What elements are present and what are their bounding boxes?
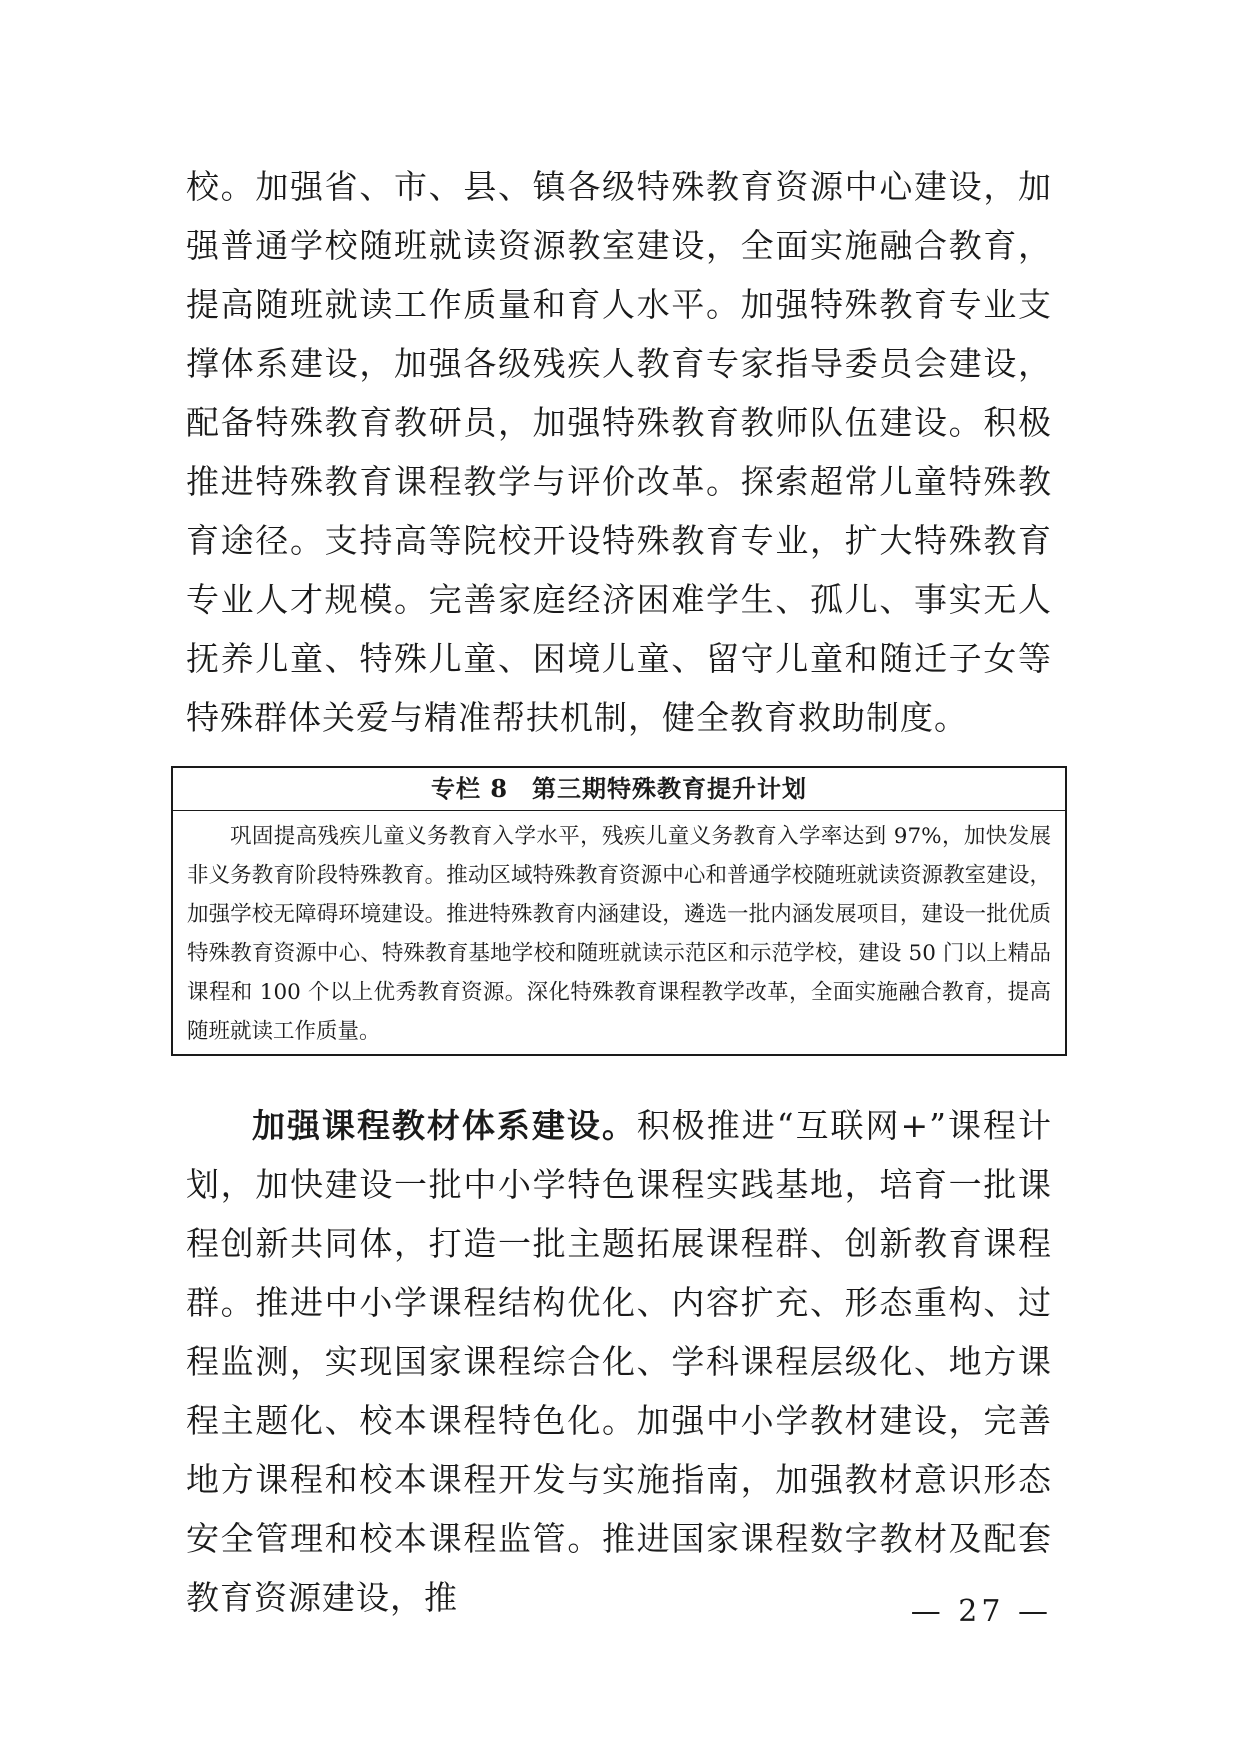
column-box-content: 巩固提高残疾儿童义务教育入学水平，残疾儿童义务教育入学率达到 97%，加快发展非义务教育阶段特殊教育。推动区域特殊教育资源中心和普通学校随班就读资源教室建设，加强学校无障碍环境建设。推进特殊教育内涵建设，遴选一批内涵发展项目，建设一批优质特殊教育资源中心、特殊教育基地学校和随班就读示范区和示范学校，建设 50 门以上精品课程和 100 个以上优秀教育资源。深化特殊教育课程教学改革，全面实施融合教育，提高随班就读工作质量。 xyxy=(187,824,1051,1044)
body-paragraph xyxy=(186,1096,1052,1627)
page-number: — 27 — xyxy=(910,1594,1052,1629)
paragraph-lead-heading: 加强课程教材体系建设。 xyxy=(252,1106,637,1145)
body-paragraph xyxy=(186,157,1052,747)
column-box-header xyxy=(173,768,1065,811)
column-box-label: 专栏 8 xyxy=(430,774,509,803)
column-box xyxy=(171,766,1067,1056)
column-box-title: 第三期特殊教育提升计划 xyxy=(532,774,808,803)
paragraph-text: 校。加强省、市、县、镇各级特殊教育资源中心建设，加强普通学校随班就读资源教室建设，全面实施融合教育，提高随班就读工作质量和育人水平。加强特殊教育专业支撑体系建设，加强各级残疾人教育专家指导委员会建设，配备特殊教育教研员，加强特殊教育教师队伍建设。积极推进特殊教育课程教学与评价改革。探索超常儿童特殊教育途径。支持高等院校开设特殊教育专业，扩大特殊教育专业人才规模。完善家庭经济困难学生、孤儿、事实无人抚养儿童、特殊儿童、困境儿童、留守儿童和随迁子女等特殊群体关爱与精准帮扶机制，健全教育救助制度。 xyxy=(186,167,1052,737)
paragraph-text: 积极推进“互联网+”课程计划，加快建设一批中小学特色课程实践基地，培育一批课程创新共同体，打造一批主题拓展课程群、创新教育课程群。推进中小学课程结构优化、内容扩充、形态重构、过程监测，实现国家课程综合化、学科课程层级化、地方课程主题化、校本课程特色化。加强中小学教材建设，完善地方课程和校本课程开发与实施指南，加强教材意识形态安全管理和校本课程监管。推进国家课程数字教材及配套教育资源建设，推 xyxy=(186,1106,1052,1617)
